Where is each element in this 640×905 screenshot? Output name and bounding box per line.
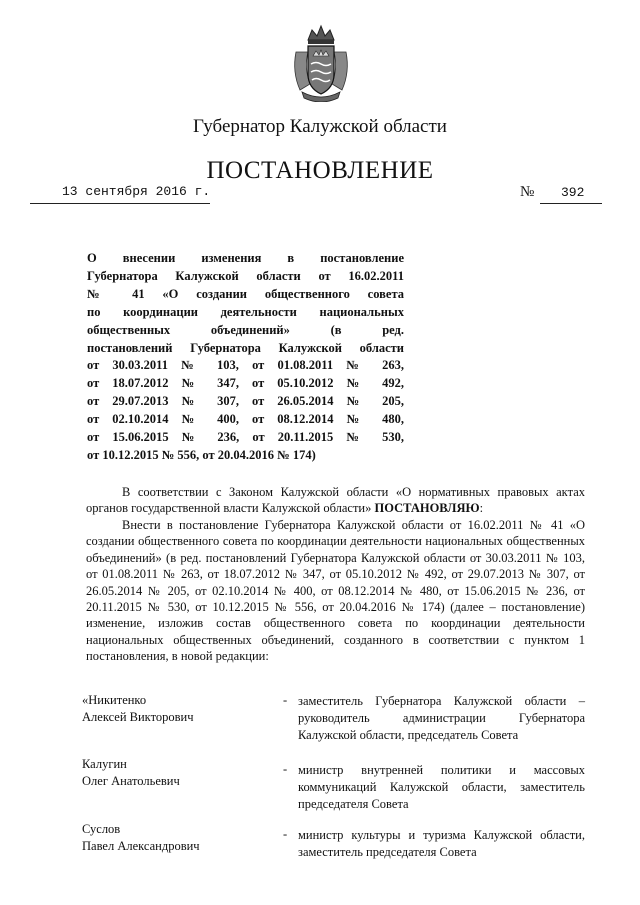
subject-line: по координации деятельности национальных (87, 304, 404, 319)
subject-line: О внесении изменения в постановление (87, 251, 404, 265)
subject-line: от 02.10.2014 № 400, от 08.12.2014 № 480, (87, 412, 404, 427)
member-name (82, 692, 194, 726)
decree-colon: : (479, 501, 484, 516)
subject-line: от 10.12.2015 № 556, от 20.04.2016 № 174) (87, 447, 316, 462)
subject-line: № 41 «О создании общественного совета (87, 286, 404, 301)
subject-line: от 30.03.2011 № 103, от 01.08.2011 № 263, (87, 358, 404, 373)
document-subject (87, 250, 404, 465)
preamble-text: В соответствии с Законом Калужской области «О нормативных правовых актах органов государственной власти Калужской области» (86, 485, 585, 516)
subject-line: от 15.06.2015 № 236, от 20.11.2015 № 530, (87, 430, 404, 445)
member-dash: - (283, 693, 288, 707)
member-role: министр внутренней политики и массовых коммуникаций Калужской области, заместитель председателя Совета (298, 763, 585, 811)
decree-word: ПОСТАНОВЛЯЮ (374, 501, 480, 516)
document-date: 13 сентября 2016 г. (62, 184, 211, 199)
member-dash: - (283, 827, 288, 841)
member-surname: «Никитенко (82, 693, 147, 707)
issuer-title: Губернатор Калужской области (193, 116, 447, 137)
number-label: № (520, 184, 535, 200)
subject-line: от 18.07.2012 № 347, от 05.10.2012 № 492, (87, 376, 404, 391)
document-number: 392 (561, 185, 585, 200)
amendment-paragraph: Внести в постановление Губернатора Калужской области от 16.02.2011 № 41 «О создании общественного совета по координации деятельности национальных общественных объединений» (в ред. постановлений Губернатора Калужской области от 30.03.2011 № 103, от 01.08.2011 № 263, от 18.07.2012 № 347, от 05.10.2012 № 492, от 29.07.2013 № 307, от 26.05.2014 № 205, от 02.10.2014 № 400, от 08.12.2014 № 480, от 15.06.2015 № 236, от 20.11.2015 № 530, от 10.12.2015 № 556, от 20.04.2016 № 174) (далее – постановление) изменение, изложив состав общественного совета по координации деятельности национальных общественных объединений, созданного в соответствии с пунктом 1 постановления, в новой редакции: (86, 518, 585, 664)
coat-of-arms-emblem (290, 22, 352, 102)
subject-line: общественных объединений» (в ред. (87, 322, 404, 337)
member-given-name: Павел Александрович (82, 839, 200, 853)
document-type: ПОСТАНОВЛЕНИЕ (206, 157, 434, 184)
subject-line: от 29.07.2013 № 307, от 26.05.2014 № 205, (87, 394, 404, 409)
member-role: министр культуры и туризма Калужской области, заместитель председателя Совета (298, 828, 585, 859)
member-name (82, 756, 180, 790)
member-given-name: Алексей Викторович (82, 710, 194, 724)
subject-line: постановлений Губернатора Калужской области (87, 340, 404, 355)
member-surname: Суслов (82, 822, 121, 836)
subject-line: Губернатора Калужской области от 16.02.2011 (87, 268, 404, 283)
member-given-name: Олег Анатольевич (82, 774, 180, 788)
member-name (82, 821, 200, 855)
member-surname: Калугин (82, 757, 127, 771)
member-role: заместитель Губернатора Калужской области – руководитель администрации Губернатора Калужской области, председатель Совета (298, 694, 585, 742)
preamble-paragraph (86, 484, 585, 517)
member-dash: - (283, 762, 288, 776)
